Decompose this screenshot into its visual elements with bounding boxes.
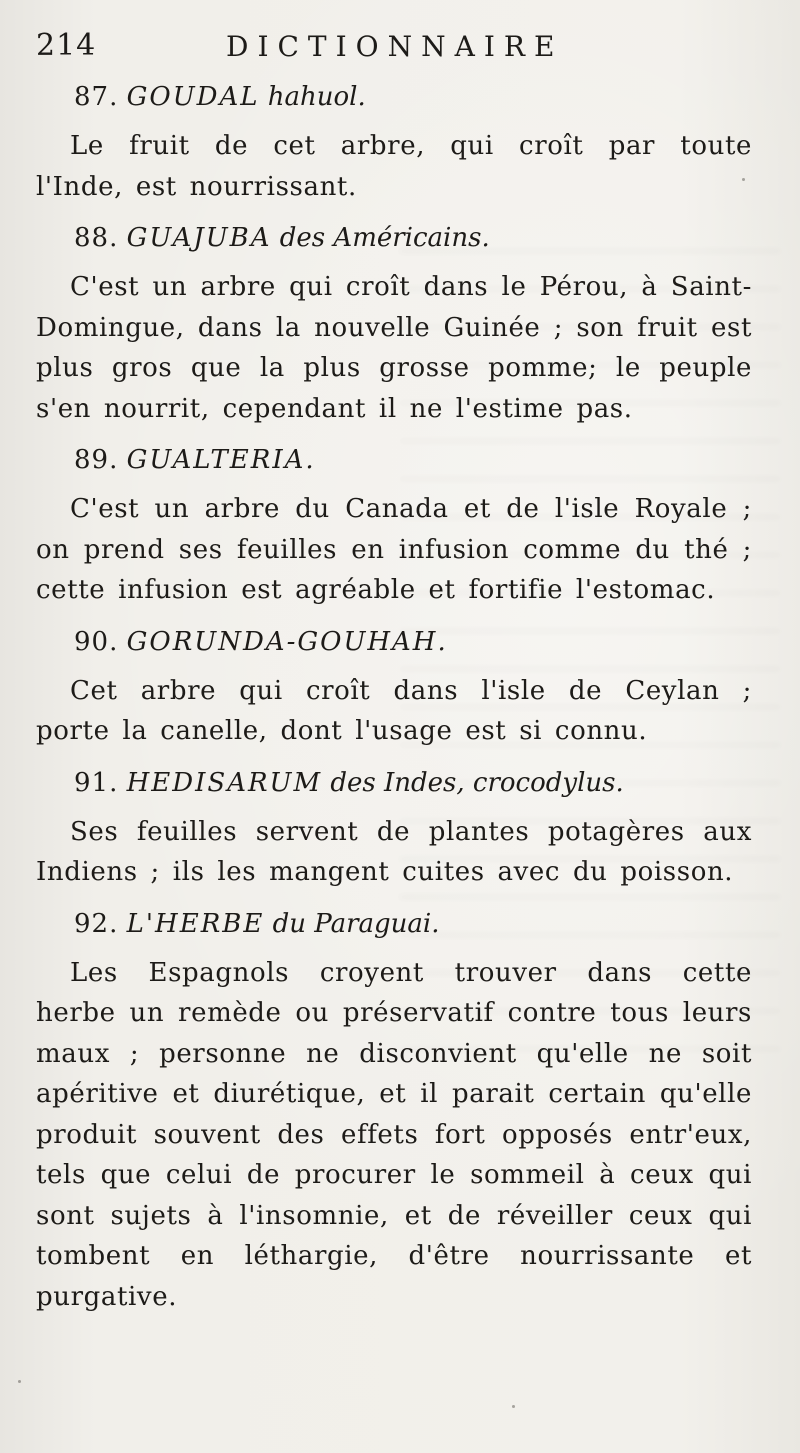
entry-88	[36, 219, 752, 429]
entry-qualifier: des Indes, crocodylus.	[330, 767, 624, 798]
entry-92	[36, 905, 752, 1318]
entry-number: 87.	[74, 82, 119, 112]
entry-name: HEDISARUM	[126, 767, 323, 798]
entry-body: C'est un arbre qui croît dans le Pérou, à Saint-Domingue, dans la nouvelle Guinée ; son fruit est plus gros que la plus grosse pomme; le peuple s'en nourrit, cependant il ne l'estime pas.	[36, 272, 752, 424]
entry-body: C'est un arbre du Canada et de l'isle Royale ; on prend ses feuilles en infusion comme du thé ; cette infusion est agréable et fortifie l'estomac.	[36, 494, 752, 605]
entry-heading	[74, 764, 752, 802]
entry-89	[36, 441, 752, 611]
entry-87	[36, 78, 752, 207]
entry-heading	[74, 78, 752, 116]
entry-number: 92.	[74, 908, 119, 939]
entry-qualifier: des Américains.	[279, 223, 490, 253]
page-number: 214	[36, 28, 97, 63]
entry-number: 89.	[74, 445, 119, 475]
entry-name: GUAJUBA	[126, 223, 272, 253]
entry-name: GUALTERIA.	[126, 445, 316, 475]
entry-91	[36, 764, 752, 893]
entry-heading	[74, 905, 752, 943]
paper-speck	[18, 1380, 21, 1383]
paper-speck	[512, 1405, 515, 1408]
entry-number: 90.	[74, 626, 119, 657]
entry-body: Cet arbre qui croît dans l'isle de Ceylan ; porte la canelle, dont l'usage est si connu.	[36, 675, 752, 746]
entry-qualifier: hahuol.	[267, 82, 366, 112]
entry-body: Ses feuilles servent de plantes potagères aux Indiens ; ils les mangent cuites avec du poisson.	[36, 816, 752, 887]
entry-name: GORUNDA-GOUHAH.	[126, 626, 448, 657]
entry-heading	[74, 623, 752, 661]
entry-heading	[74, 219, 752, 257]
entry-heading	[74, 441, 752, 479]
entry-body: Le fruit de cet arbre, qui croît par toute l'Inde, est nourrissant.	[36, 131, 752, 202]
paper-speck	[742, 178, 745, 181]
entry-body: Les Espagnols croyent trouver dans cette herbe un remède ou préservatif contre tous leurs maux ; personne ne disconvient qu'elle ne soit apéritive et diurétique, et il parait certain qu'elle produit souvent des effets fort opposés entr'eux, tels que celui de procurer le sommeil à ceux qui sont sujets à l'insomnie, et de réveiller ceux qui tombent en léthargie, d'être nourrissante et purgative.	[36, 957, 752, 1312]
entry-number: 88.	[74, 223, 119, 253]
entry-name: L'HERBE	[126, 908, 265, 939]
page-header	[36, 28, 596, 68]
dictionary-text	[36, 78, 752, 1329]
entry-qualifier: du Paraguai.	[272, 908, 440, 939]
entry-number: 91.	[74, 767, 119, 798]
entry-name: GOUDAL	[126, 82, 260, 112]
running-head: DICTIONNAIRE	[226, 30, 564, 63]
entry-90	[36, 623, 752, 752]
